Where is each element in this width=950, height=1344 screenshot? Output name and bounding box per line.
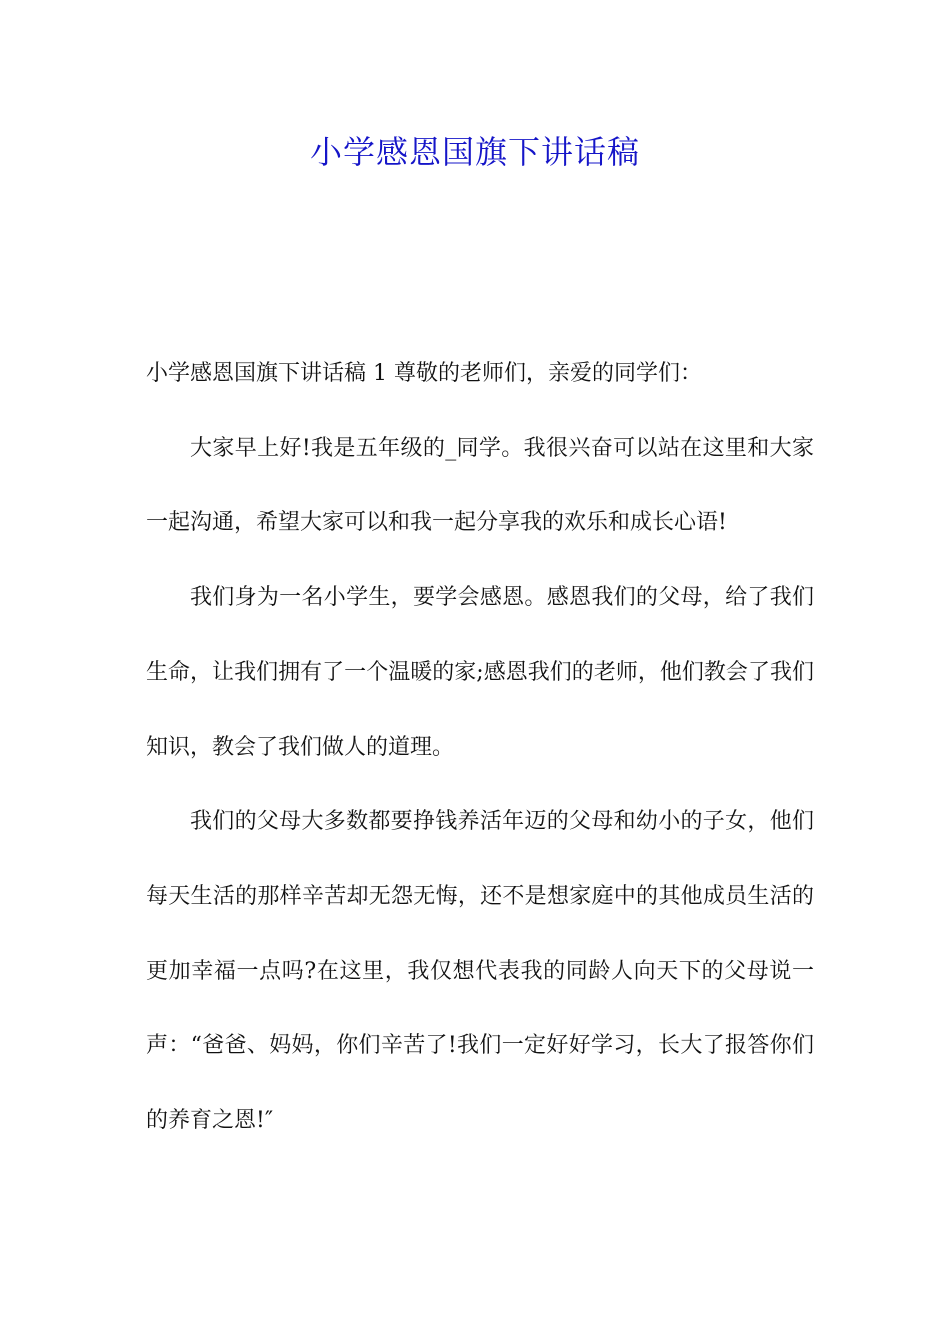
- document-title: 小学感恩国旗下讲话稿: [309, 133, 640, 171]
- paragraph-parents: 我们的父母大多数都要挣钱养活年迈的父母和幼小的子女，他们每天生活的那样辛苦却无怨无悔，还不是想家庭中的其他成员生活的更加幸福一点吗?在这里，我仅想代表我的同龄人向天下的父母说一声：“爸爸、妈妈，你们辛苦了!我们一定好好学习，长大了报答你们的养育之恩!″: [146, 809, 814, 1134]
- paragraph-introduction: 大家早上好!我是五年级的_同学。我很兴奋可以站在这里和大家一起沟通，希望大家可以和我一起分享我的欢乐和成长心语!: [146, 435, 814, 536]
- paragraph-greeting: 小学感恩国旗下讲话稿 1 尊敬的老师们，亲爱的同学们：: [146, 361, 702, 386]
- document-body: [146, 337, 814, 1159]
- paragraph-gratitude: 我们身为一名小学生，要学会感恩。感恩我们的父母，给了我们生命，让我们拥有了一个温暖的家;感恩我们的老师，他们教会了我们知识，教会了我们做人的道理。: [146, 585, 814, 760]
